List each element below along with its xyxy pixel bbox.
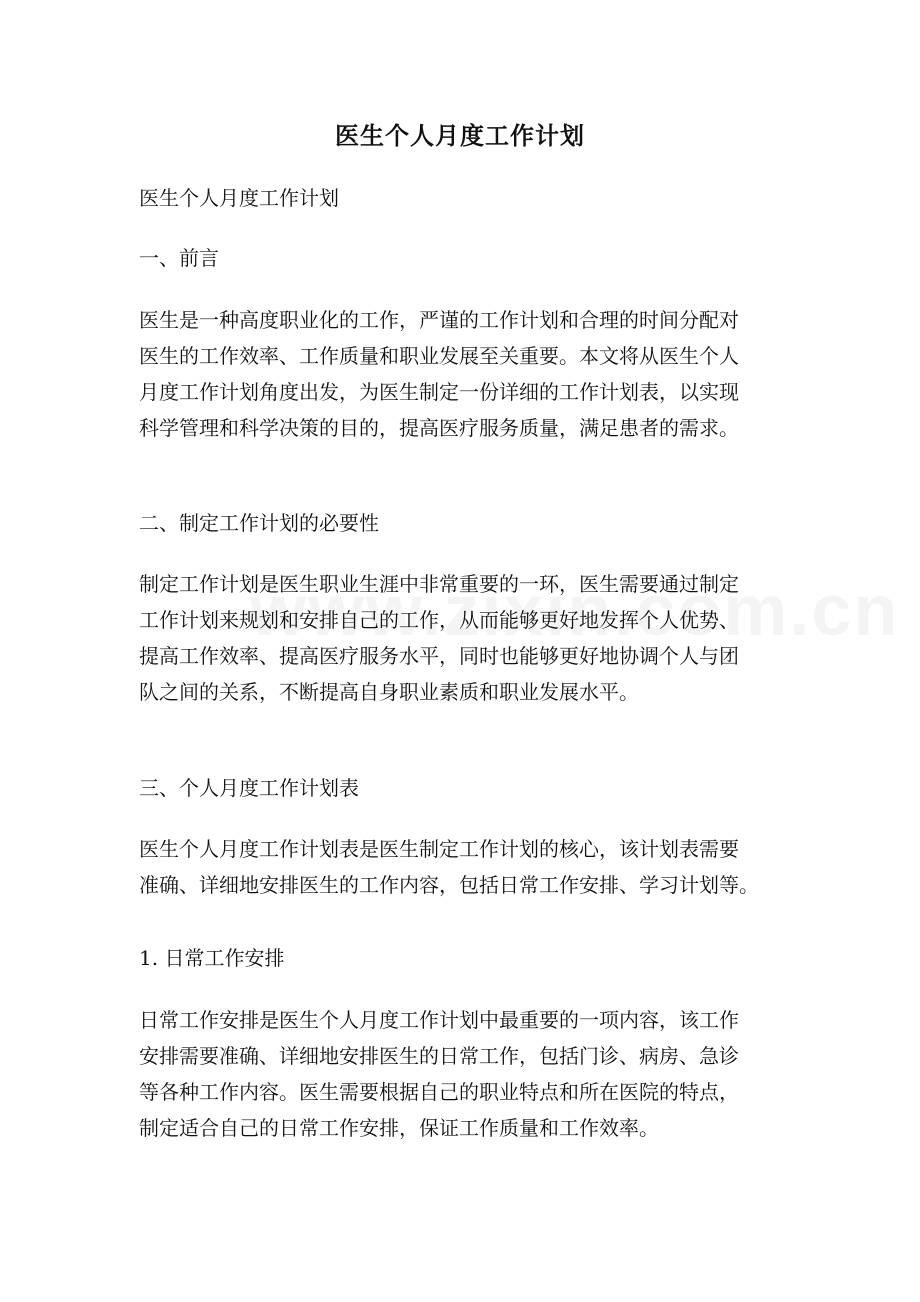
paragraph-line: 制定工作计划是医生职业生涯中非常重要的一环，医生需要通过制定: [139, 572, 739, 596]
paragraph-line: 科学管理和科学决策的目的，提高医疗服务质量，满足患者的需求。: [139, 416, 739, 440]
paragraph-line: 医生的工作效率、工作质量和职业发展至关重要。本文将从医生个人: [139, 344, 739, 368]
document-title: 医生个人月度工作计划: [335, 121, 585, 150]
paragraph-line: 医生个人月度工作计划表是医生制定工作计划的核心，该计划表需要: [139, 837, 739, 861]
paragraph-line: 提高工作效率、提高医疗服务水平，同时也能够更好地协调个人与团: [139, 644, 739, 668]
paragraph-line: 安排需要准确、详细地安排医生的日常工作，包括门诊、病房、急诊: [139, 1044, 739, 1068]
paragraph-line: 等各种工作内容。医生需要根据自己的职业特点和所在医院的特点，: [139, 1080, 739, 1104]
paragraph-plan-table: [139, 831, 789, 903]
section-heading-preface: 一、前言: [139, 246, 219, 270]
paragraph-line: 日常工作安排是医生个人月度工作计划中最重要的一项内容，该工作: [139, 1008, 739, 1032]
paragraph-line: 队之间的关系，不断提高自身职业素质和职业发展水平。: [139, 680, 639, 704]
section-heading-necessity: 二、制定工作计划的必要性: [139, 511, 379, 535]
paragraph-line: 工作计划来规划和安排自己的工作，从而能够更好地发挥个人优势、: [139, 608, 739, 632]
section-heading-plan-table: 三、个人月度工作计划表: [139, 776, 359, 800]
section-heading-daily-work: 1. 日常工作安排: [139, 946, 285, 970]
paragraph-line: 准确、详细地安排医生的工作内容，包括日常工作安排、学习计划等。: [139, 873, 759, 897]
paragraph-line: 医生是一种高度职业化的工作，严谨的工作计划和合理的时间分配对: [139, 308, 739, 332]
document-subtitle: 医生个人月度工作计划: [139, 186, 339, 210]
paragraph-daily-work: [139, 1002, 789, 1146]
paragraph-line: 制定适合自己的日常工作安排，保证工作质量和工作效率。: [139, 1116, 659, 1140]
paragraph-line: 月度工作计划角度出发，为医生制定一份详细的工作计划表，以实现: [139, 380, 739, 404]
paragraph-necessity: [139, 566, 789, 710]
paragraph-preface: [139, 302, 789, 446]
